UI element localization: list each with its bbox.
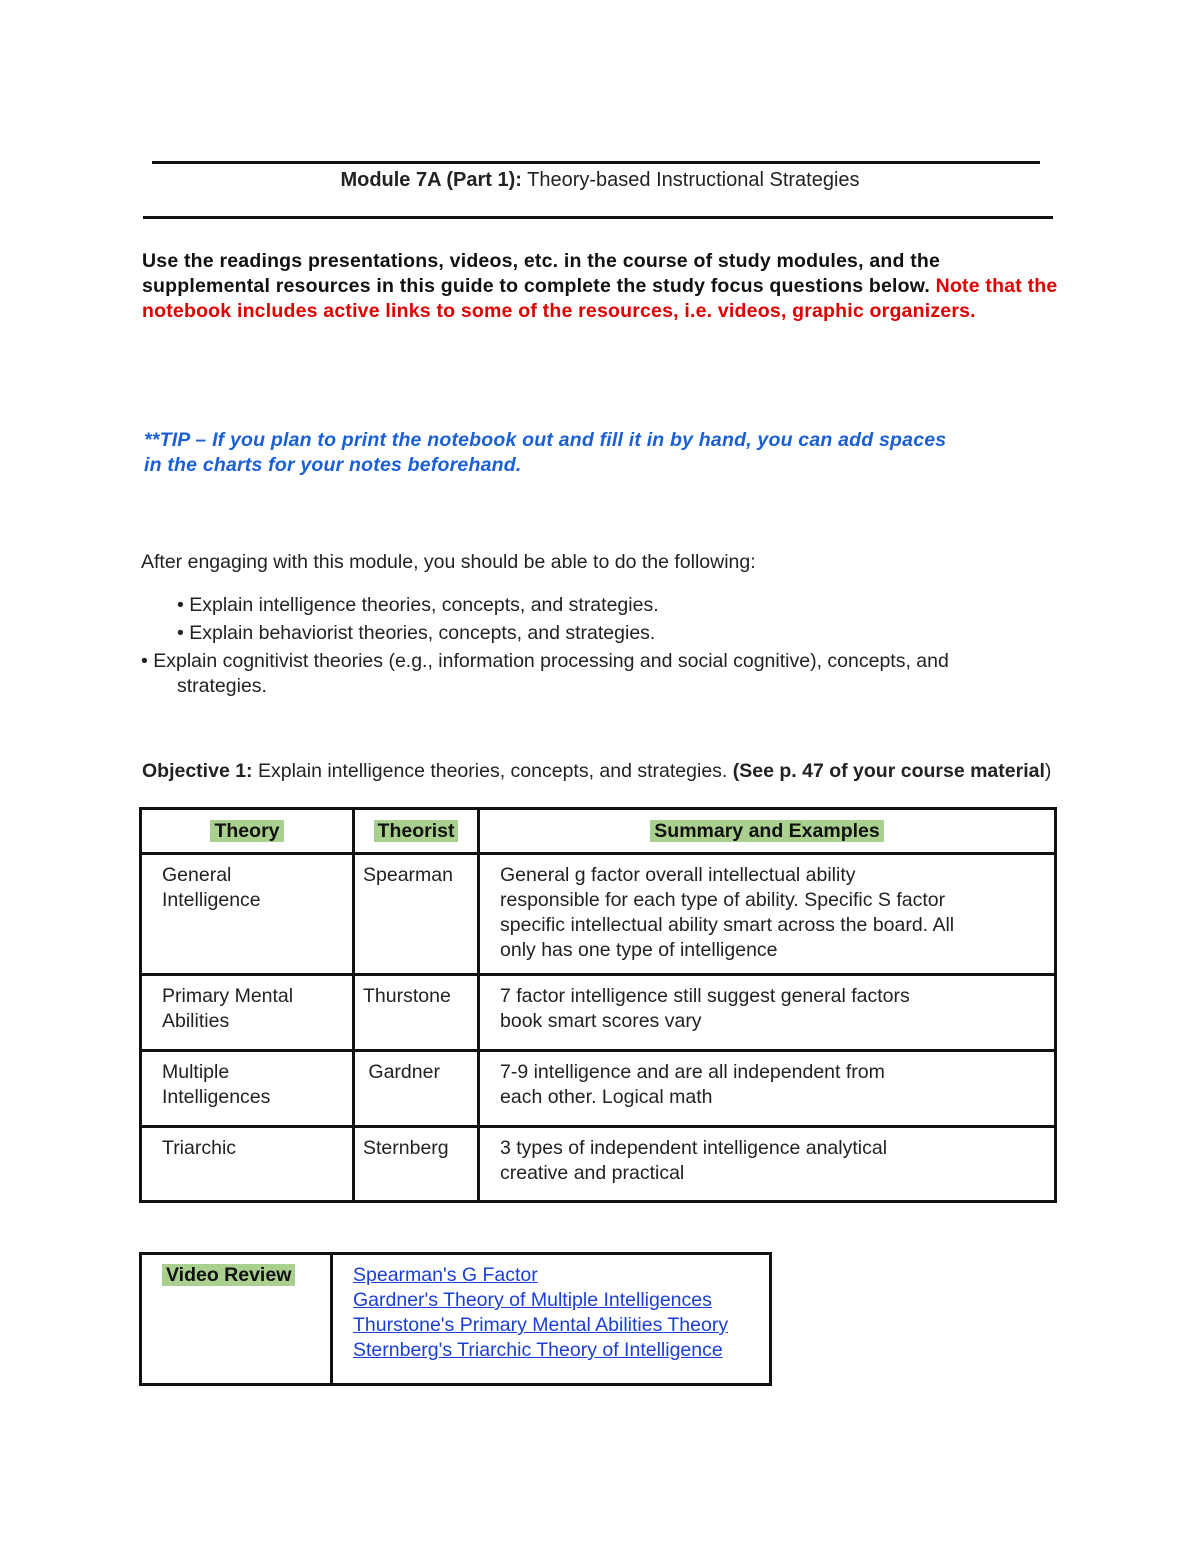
video-review-label-cell — [141, 1254, 332, 1385]
objective-text: Explain intelligence theories, concepts, and strategies. — [257, 760, 728, 782]
video-review-row — [141, 1254, 771, 1385]
tip-line-2: in the charts for your notes beforehand. — [144, 454, 522, 476]
theorist-cell: Sternberg — [354, 1127, 479, 1202]
objective-label: Objective 1: — [142, 760, 253, 782]
theory-cell: Primary Mental Abilities — [141, 975, 354, 1051]
summary-cell: General g factor overall intellectual ability responsible for each type of ability. Specific S factor specific intellectual ability smart across the board. All only has one type of intelligence — [479, 854, 1056, 975]
summary-cell: 7 factor intelligence still suggest general factors book smart scores vary — [479, 975, 1056, 1051]
table-row — [141, 975, 1056, 1051]
theory-cell: Multiple Intelligences — [141, 1051, 354, 1127]
link-gardner-multiple-intelligences[interactable]: Gardner's Theory of Multiple Intelligences — [353, 1289, 712, 1311]
module-label: Module 7A (Part 1): — [340, 169, 522, 191]
theory-cell: Triarchic — [141, 1127, 354, 1202]
outcome-item: • Explain intelligence theories, concepts, and strategies. — [177, 594, 659, 616]
table-header-row — [141, 809, 1056, 854]
tip-paragraph — [144, 428, 1044, 478]
header-theory: Theory — [141, 809, 354, 854]
table-row — [141, 854, 1056, 975]
theory-cell: General Intelligence — [141, 854, 354, 975]
header-theorist: Theorist — [354, 809, 479, 854]
link-spearman-g-factor[interactable]: Spearman's G Factor — [353, 1264, 538, 1286]
instructions-note: Note that the notebook includes active links to some of the resources, i.e. videos, graphic organizers. — [142, 275, 1058, 322]
video-review-label: Video Review — [162, 1264, 295, 1286]
outcome-item: • Explain cognitivist theories (e.g., information processing and social cognitive), concepts, and — [141, 650, 949, 672]
video-review-table — [139, 1252, 772, 1386]
theorist-cell: Thurstone — [354, 975, 479, 1051]
instructions-paragraph — [142, 249, 1062, 324]
summary-cell: 3 types of independent intelligence analytical creative and practical — [479, 1127, 1056, 1202]
outcomes-list — [141, 593, 1081, 699]
tip-line-1: **TIP – If you plan to print the notebook out and fill it in by hand, you can add spaces — [144, 429, 947, 451]
header-summary: Summary and Examples — [479, 809, 1056, 854]
summary-cell: 7-9 intelligence and are all independent from each other. Logical math — [479, 1051, 1056, 1127]
module-title — [140, 168, 1060, 192]
outcomes-lead: After engaging with this module, you should be able to do the following: — [141, 551, 756, 573]
table-row — [141, 1127, 1056, 1202]
instructions-text: Use the readings presentations, videos, etc. in the course of study modules, and the supplemental resources in this guide to complete the study focus questions below. — [142, 250, 941, 297]
outcome-item-continuation: strategies. — [177, 675, 267, 697]
theorist-cell: Spearman — [354, 854, 479, 975]
video-links-cell — [332, 1254, 771, 1385]
module-subtitle: Theory-based Instructional Strategies — [527, 169, 860, 191]
top-rule — [152, 161, 1040, 164]
theory-table — [139, 807, 1057, 1203]
link-sternberg-triarchic-theory[interactable]: Sternberg's Triarchic Theory of Intelligence — [353, 1339, 723, 1361]
bottom-rule — [143, 216, 1053, 219]
objective-heading — [142, 759, 1062, 784]
objective-reference: (See p. 47 of your course material — [732, 760, 1045, 782]
theorist-cell: Gardner — [354, 1051, 479, 1127]
objective-reference-close: ) — [1044, 760, 1052, 782]
outcome-item: • Explain behaviorist theories, concepts, and strategies. — [177, 622, 656, 644]
table-row — [141, 1051, 1056, 1127]
link-thurstone-primary-mental-abilities[interactable]: Thurstone's Primary Mental Abilities Theory — [353, 1314, 729, 1336]
